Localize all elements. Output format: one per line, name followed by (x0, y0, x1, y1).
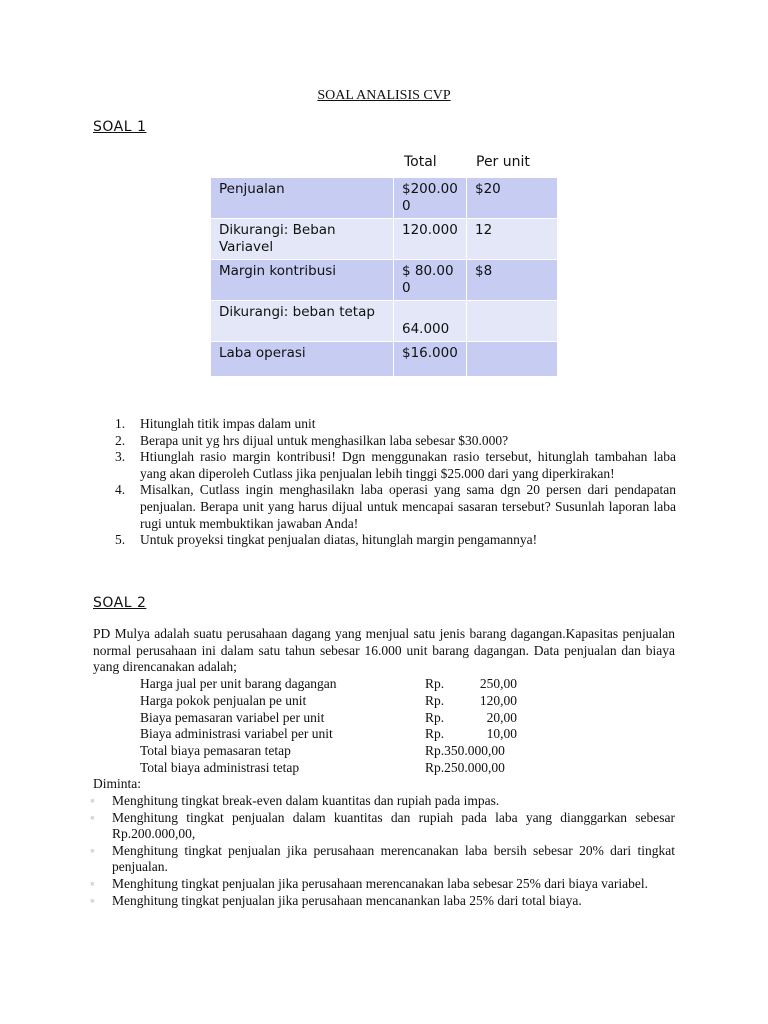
soal2-task-list (90, 793, 675, 909)
table-row (211, 219, 558, 260)
question-text: Hitunglah titik impas dalam unit (140, 416, 316, 431)
page-title: SOAL ANALISIS CVP (317, 88, 451, 103)
list-item (115, 532, 676, 549)
list-item (90, 793, 675, 810)
row-label: Penjualan (211, 178, 394, 219)
row-total: $ 80.000 (394, 260, 467, 301)
diminta-label: Diminta: (93, 776, 141, 791)
list-item (140, 676, 540, 693)
question-text: Htiunglah rasio margin kontribusi! Dgn menggunakan rasio tersebut, hitunglah tambahan laba yang akan diperoleh Cutlass jika penjualan lebih tinggi $25.000 dari yang diperkirakan! (140, 449, 676, 481)
list-item (140, 743, 540, 760)
soal2-intro-paragraph: PD Mulya adalah suatu perusahaan dagang yang menjual satu jenis barang dagangan.Kapasitas penjualan normal perusahaan ini dalam satu tahun sebesar 16.000 unit barang dagangan. Data penjualan dan biaya yang direncanakan adalah; (93, 626, 675, 675)
question-number: 1. (115, 416, 126, 431)
bullet-icon: ▪ (90, 842, 95, 858)
task-text: Menghitung tingkat penjualan dalam kuantitas dan rupiah pada laba yang dianggarkan sebesar Rp.200.000,00, (112, 809, 675, 842)
list-item (90, 842, 675, 876)
item-label: Harga jual per unit barang dagangan (140, 676, 337, 691)
item-label: Biaya pemasaran variabel per unit (140, 709, 325, 725)
item-value: Rp.250.000,00 (425, 759, 505, 775)
row-total: 64.000 (394, 301, 467, 342)
item-currency: Rp. (425, 726, 445, 742)
list-item (90, 809, 675, 843)
table-row (211, 178, 558, 219)
item-label: Total biaya administrasi tetap (140, 759, 300, 775)
list-item (140, 760, 540, 777)
soal1-heading: SOAL 1 (93, 119, 147, 135)
task-text: Menghitung tingkat penjualan jika perusahaan merencanakan laba bersih sebesar 20% dari tingkat penjualan. (112, 842, 675, 875)
list-item (90, 892, 675, 910)
row-label: Laba operasi (211, 342, 394, 377)
soal1-question-list (115, 416, 676, 549)
row-label: Dikurangi: Beban Variavel (211, 219, 394, 260)
item-currency: Rp. (425, 676, 445, 691)
cvp-table (210, 177, 558, 377)
item-value: Rp.350.000,00 (425, 743, 505, 759)
row-per-unit: 12 (467, 219, 558, 260)
bullet-icon: ▪ (90, 809, 95, 825)
list-item (140, 710, 540, 727)
question-number: 5. (115, 532, 126, 548)
row-total: $16.000 (394, 342, 467, 377)
question-text: Untuk proyeksi tingkat penjualan diatas, hitunglah margin pengamannya! (140, 532, 538, 548)
question-number: 2. (115, 432, 126, 448)
row-per-unit (467, 301, 558, 342)
list-item (140, 693, 540, 710)
list-item (115, 449, 676, 482)
item-value: 10,00 (486, 726, 517, 742)
item-value: 120,00 (479, 692, 517, 708)
list-item (115, 416, 676, 433)
item-currency: Rp. (425, 692, 445, 708)
table-row (211, 342, 558, 377)
row-per-unit: $8 (467, 260, 558, 301)
row-total: 120.000 (394, 219, 467, 260)
item-label: Total biaya pemasaran tetap (140, 743, 291, 759)
soal2-heading: SOAL 2 (93, 595, 147, 611)
question-number: 3. (115, 449, 126, 465)
bullet-icon: ▪ (90, 793, 95, 808)
item-currency: Rp. (425, 709, 445, 725)
question-text: Misalkan, Cutlass ingin menghasilakn laba operasi yang sama dgn 20 persen dari pendapatan penjualan. Berapa unit yang harus dijual untuk mencapai sasaran tersebut? Susunlah laporan laba rugi untuk membuktikan jawaban Anda! (140, 482, 676, 531)
question-number: 4. (115, 482, 126, 498)
list-item (115, 482, 676, 532)
bullet-icon: ▪ (90, 875, 95, 891)
row-label: Margin kontribusi (211, 260, 394, 301)
task-text: Menghitung tingkat penjualan jika perusahaan merencanakan laba sebesar 25% dari biaya variabel. (112, 875, 649, 891)
item-label: Harga pokok penjualan pe unit (140, 692, 307, 708)
list-item (90, 875, 675, 893)
list-item (115, 432, 676, 450)
bullet-icon: ▪ (90, 892, 95, 908)
item-value: 20,00 (486, 709, 517, 725)
task-text: Menghitung tingkat break-even dalam kuantitas dan rupiah pada impas. (112, 793, 500, 808)
table-row (211, 301, 558, 342)
row-total: $200.000 (394, 178, 467, 219)
soal2-data-list (140, 676, 540, 777)
question-text: Berapa unit yg hrs dijual untuk menghasilkan laba sebesar $30.000? (140, 432, 509, 448)
column-header-total: Total (404, 154, 437, 170)
table-row (211, 260, 558, 301)
list-item (140, 726, 540, 743)
item-value: 250,00 (479, 676, 517, 691)
row-per-unit: $20 (467, 178, 558, 219)
column-header-per-unit: Per unit (476, 154, 530, 170)
row-label: Dikurangi: beban tetap (211, 301, 394, 342)
task-text: Menghitung tingkat penjualan jika perusahaan mencanankan laba 25% dari total biaya. (112, 892, 582, 908)
item-label: Biaya administrasi variabel per unit (140, 726, 333, 742)
row-per-unit (467, 342, 558, 377)
